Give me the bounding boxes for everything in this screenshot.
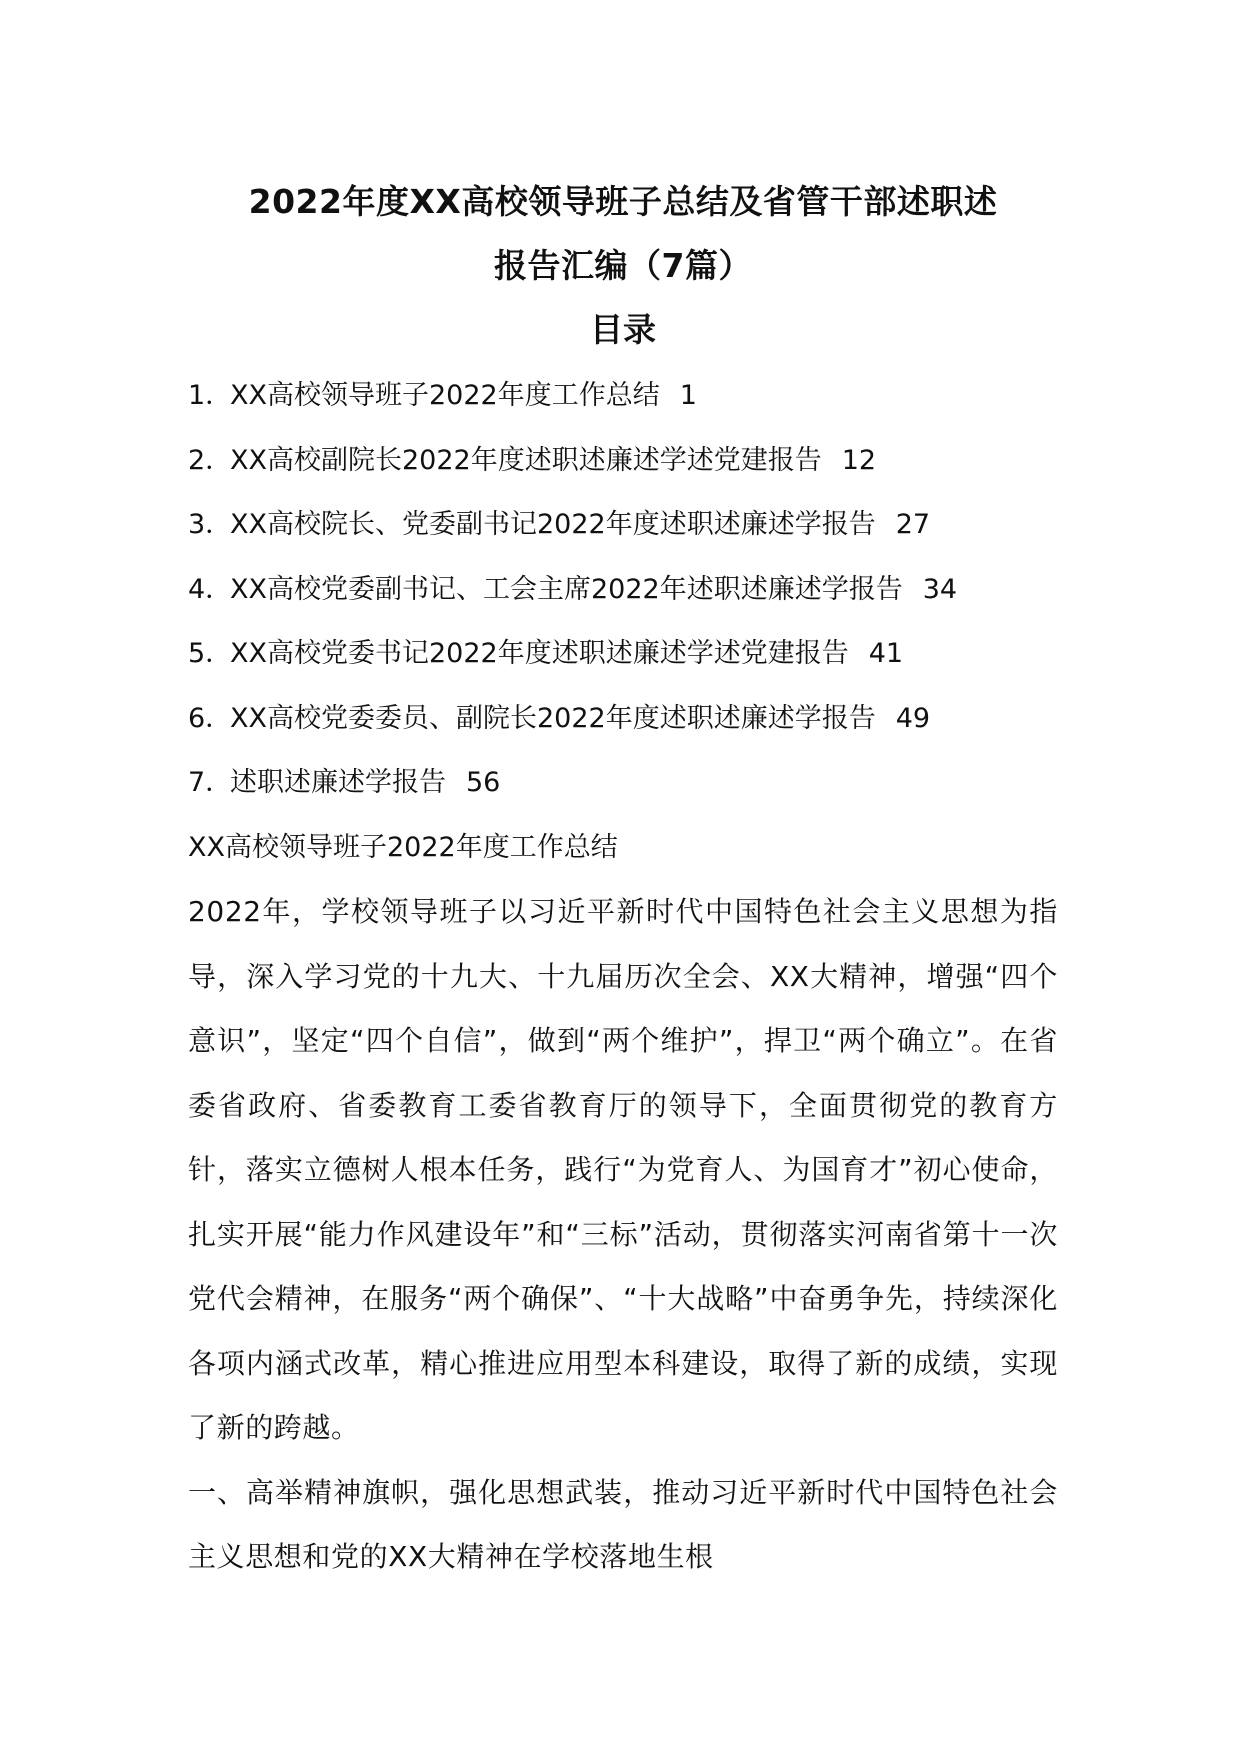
toc-entry-page: 56 — [466, 767, 501, 798]
body-paragraph: 2022年，学校领导班子以习近平新时代中国特色社会主义思想为指导，深入学习党的十九大、十九届历次全会、XX大精神，增强“四个意识”，坚定“四个自信”，做到“两个维护”，捍卫“两个确立”。在省委省政府、省委教育工委省教育厅的领导下，全面贯彻党的教育方针，落实立德树人根本任务，践行“为党育人、为国育才”初心使命，扎实开展“能力作风建设年”和“三标”活动，贯彻落实河南省第十一次党代会精神，在服务“两个确保”、“十大战略”中奋勇争先，持续深化各项内涵式改革，精心推进应用型本科建设，取得了新的成绩，实现了新的跨越。 — [188, 895, 1058, 1444]
toc-entry-title: XX高校党委书记2022年度述职述廉述学述党建报告 — [230, 638, 849, 669]
toc-entry-title: 述职述廉述学报告 — [230, 767, 446, 798]
toc-entry-title: XX高校党委委员、副院长2022年度述职述廉述学报告 — [230, 702, 876, 734]
toc-entry-number: 5． — [188, 638, 233, 669]
toc-entry-6[interactable] — [188, 687, 1058, 752]
document-title-line-2: 报告汇编（7篇） — [494, 246, 752, 285]
toc-entry-title: XX高校领导班子2022年度工作总结 — [230, 380, 660, 411]
toc-entry-1[interactable] — [188, 364, 1058, 429]
toc-entry-number: 3． — [188, 509, 233, 540]
toc-entry-page: 49 — [895, 702, 931, 734]
toc-entry-number: 1． — [188, 380, 233, 411]
toc-entry-number: 6． — [188, 702, 233, 734]
toc-entry-number: 4． — [188, 573, 233, 605]
toc-entry-7[interactable] — [188, 751, 1058, 816]
toc-entry-4[interactable] — [188, 558, 1058, 623]
toc-entry-3[interactable] — [188, 493, 1058, 558]
toc-entry-title: XX高校院长、党委副书记2022年度述职述廉述学报告 — [230, 509, 876, 540]
section-title: XX高校领导班子2022年度工作总结 — [188, 831, 618, 863]
toc-entry-title: XX高校副院长2022年度述职述廉述学述党建报告 — [230, 444, 822, 476]
table-of-contents — [188, 364, 1058, 816]
toc-heading: 目录 — [590, 310, 656, 349]
toc-entry-title: XX高校党委副书记、工会主席2022年述职述廉述学报告 — [230, 573, 903, 605]
page-content — [188, 170, 1058, 1590]
toc-entry-page: 34 — [922, 573, 958, 605]
toc-entry-5[interactable] — [188, 622, 1058, 687]
toc-entry-page: 41 — [868, 638, 904, 669]
toc-entry-number: 7． — [188, 767, 233, 798]
toc-entry-2[interactable] — [188, 429, 1058, 494]
toc-entry-page: 12 — [841, 444, 877, 476]
toc-entry-number: 2． — [188, 444, 233, 476]
toc-entry-page: 27 — [895, 509, 931, 540]
document-title-line-1: 2022年度XX高校领导班子总结及省管干部述职述 — [248, 182, 998, 221]
toc-entry-page: 1 — [679, 380, 697, 411]
section-heading: 一、高举精神旗帜，强化思想武装，推动习近平新时代中国特色社会主义思想和党的XX大精神在学校落地生根 — [188, 1475, 1058, 1573]
